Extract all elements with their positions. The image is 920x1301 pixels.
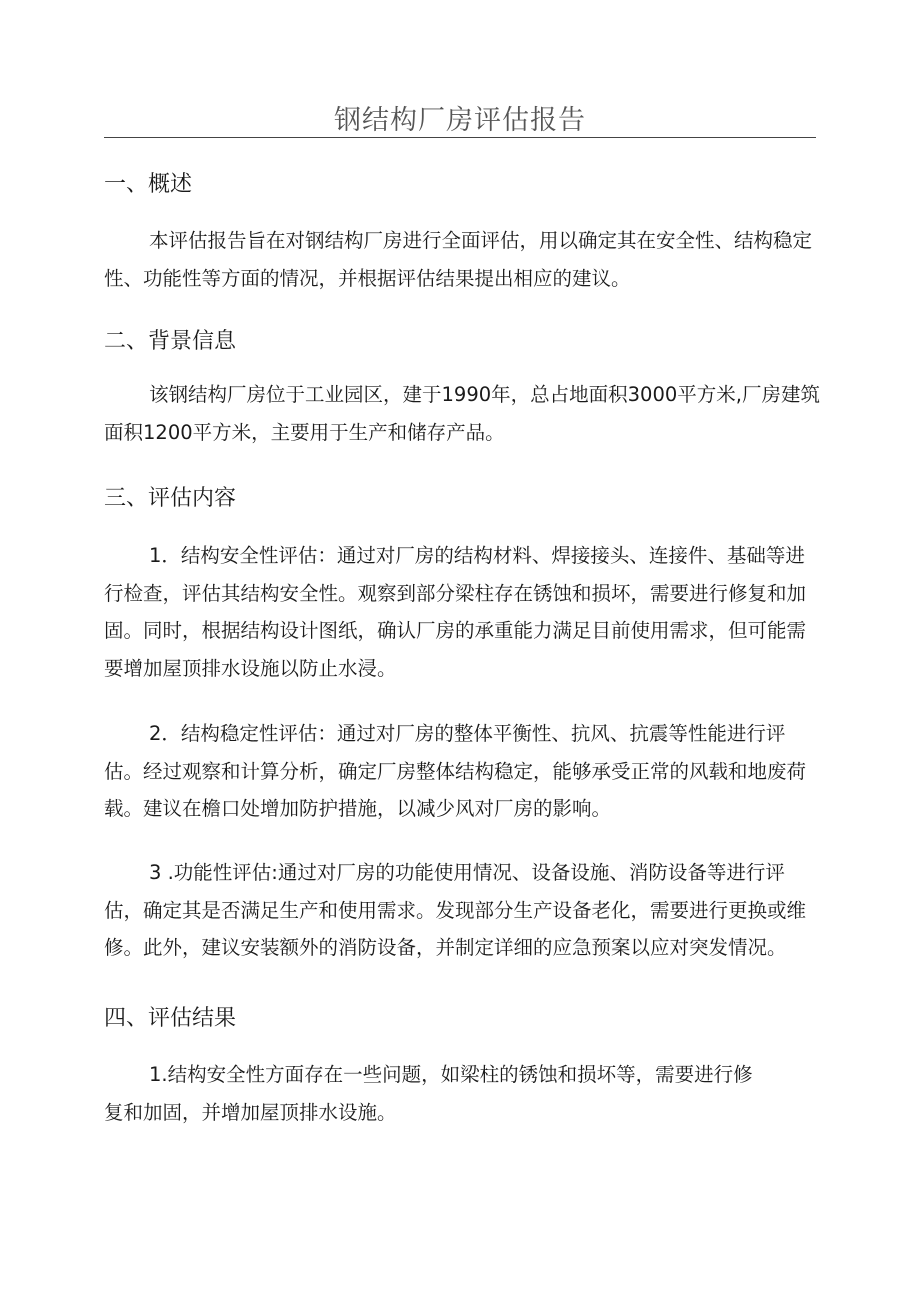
results-item-1: 1.结构安全性方面存在一些问题，如梁柱的锈蚀和损坏等，需要进行修复和加固，并增加屋顶排水设施。: [104, 1063, 753, 1124]
document-title: 钢结构厂房评估报告: [334, 105, 586, 136]
section-heading-overview: 一、概述: [104, 172, 193, 197]
section-heading-content: 三、评估内容: [104, 486, 237, 511]
title-divider: [104, 137, 816, 138]
background-paragraph: 该钢结构厂房位于工业园区，建于1990年，总占地面积3000平方米,厂房建筑面积1200平方米，主要用于生产和储存产品。: [104, 383, 820, 444]
overview-paragraph: 本评估报告旨在对钢结构厂房进行全面评估，用以确定其在安全性、结构稳定性、功能性等方面的情况，并根据评估结果提出相应的建议。: [104, 229, 813, 290]
content-item-structural-stability: 2．结构稳定性评估：通过对厂房的整体平衡性、抗风、抗震等性能进行评估。经过观察和计算分析，确定厂房整体结构稳定，能够承受正常的风载和地废荷载。建议在檐口处增加防护措施，以减少风对厂房的影响。: [104, 722, 807, 820]
section-heading-background: 二、背景信息: [104, 329, 237, 354]
section-heading-results: 四、评估结果: [104, 1006, 237, 1031]
content-item-structural-safety: 1．结构安全性评估：通过对厂房的结构材料、焊接接头、连接件、基础等进行检查，评估其结构安全性。观察到部分梁柱存在锈蚀和损坏，需要进行修复和加固。同时，根据结构设计图纸，确认厂房的承重能力满足目前使用需求，但可能需要增加屋顶排水设施以防止水浸。: [104, 544, 807, 680]
content-item-functionality: 3 .功能性评估:通过对厂房的功能使用情况、设备设施、消防设备等进行评估，确定其是否满足生产和使用需求。发现部分生产设备老化，需要进行更换或维修。此外，建议安装额外的消防设备，并制定详细的应急预案以应对突发情况。: [104, 861, 807, 959]
